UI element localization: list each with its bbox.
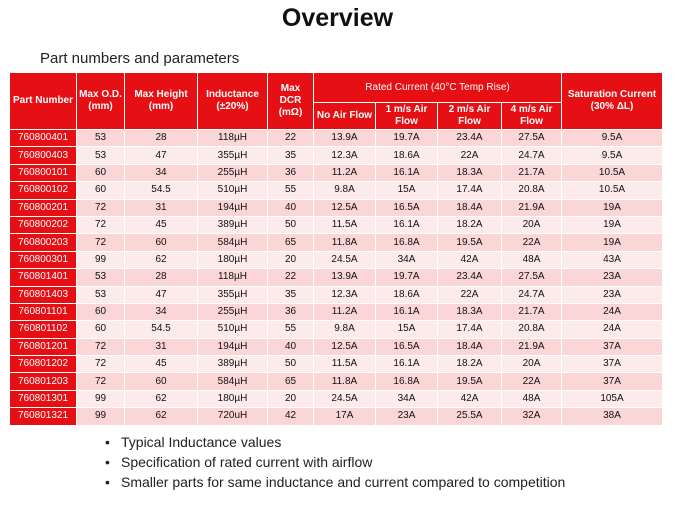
cell-no-air-flow: 11.5A: [314, 356, 376, 373]
cell-inductance: 255µH: [198, 164, 268, 181]
cell-air-flow-2ms: 18.2A: [438, 356, 502, 373]
cell-air-flow-2ms: 22A: [438, 286, 502, 303]
cell-part-number: 760800201: [10, 199, 77, 216]
note-item: • Smaller parts for same inductance and current compared to competition: [105, 474, 566, 490]
cell-max-dcr: 36: [268, 164, 314, 181]
cell-max-dcr: 20: [268, 251, 314, 268]
cell-air-flow-1ms: 18.6A: [376, 147, 438, 164]
header-1ms-air-flow: 1 m/s Air Flow: [376, 103, 438, 130]
cell-max-height: 28: [125, 130, 198, 147]
cell-max-height: 31: [125, 199, 198, 216]
cell-max-dcr: 40: [268, 338, 314, 355]
cell-part-number: 760801201: [10, 338, 77, 355]
cell-max-dcr: 65: [268, 373, 314, 390]
cell-air-flow-4ms: 48A: [502, 251, 562, 268]
cell-inductance: 584µH: [198, 234, 268, 251]
cell-no-air-flow: 11.5A: [314, 216, 376, 233]
cell-no-air-flow: 13.9A: [314, 269, 376, 286]
cell-max-dcr: 35: [268, 286, 314, 303]
cell-air-flow-4ms: 20.8A: [502, 182, 562, 199]
table-row: [10, 269, 663, 286]
cell-inductance: 118µH: [198, 269, 268, 286]
table-row: [10, 182, 663, 199]
cell-max-dcr: 42: [268, 408, 314, 425]
note-item: • Specification of rated current with airflow: [105, 454, 373, 470]
table-row: [10, 408, 663, 425]
table-row: [10, 251, 663, 268]
cell-air-flow-1ms: 16.1A: [376, 164, 438, 181]
cell-max-height: 34: [125, 164, 198, 181]
cell-no-air-flow: 11.2A: [314, 164, 376, 181]
cell-air-flow-1ms: 16.1A: [376, 303, 438, 320]
cell-no-air-flow: 11.2A: [314, 303, 376, 320]
cell-air-flow-4ms: 27.5A: [502, 269, 562, 286]
cell-inductance: 355µH: [198, 147, 268, 164]
cell-part-number: 760801202: [10, 356, 77, 373]
cell-inductance: 194µH: [198, 199, 268, 216]
cell-max-dcr: 55: [268, 182, 314, 199]
cell-max-height: 62: [125, 251, 198, 268]
cell-inductance: 389µH: [198, 356, 268, 373]
cell-air-flow-2ms: 23.4A: [438, 269, 502, 286]
cell-saturation-current: 105A: [562, 390, 663, 407]
cell-max-height: 45: [125, 356, 198, 373]
cell-max-height: 54.5: [125, 182, 198, 199]
cell-air-flow-1ms: 16.5A: [376, 338, 438, 355]
cell-part-number: 760801321: [10, 408, 77, 425]
table-row: [10, 286, 663, 303]
cell-part-number: 760801401: [10, 269, 77, 286]
cell-inductance: 584µH: [198, 373, 268, 390]
cell-no-air-flow: 12.3A: [314, 286, 376, 303]
table-row: [10, 164, 663, 181]
cell-max-dcr: 50: [268, 356, 314, 373]
cell-max-height: 47: [125, 286, 198, 303]
cell-max-height: 28: [125, 269, 198, 286]
cell-max-od: 53: [77, 269, 125, 286]
cell-air-flow-2ms: 22A: [438, 147, 502, 164]
cell-air-flow-2ms: 18.3A: [438, 303, 502, 320]
cell-inductance: 355µH: [198, 286, 268, 303]
cell-air-flow-2ms: 18.4A: [438, 338, 502, 355]
cell-saturation-current: 19A: [562, 199, 663, 216]
note-text: Smaller parts for same inductance and current compared to competition: [121, 474, 566, 490]
cell-max-od: 53: [77, 147, 125, 164]
cell-air-flow-4ms: 20A: [502, 356, 562, 373]
cell-air-flow-4ms: 48A: [502, 390, 562, 407]
table-row: [10, 147, 663, 164]
notes-list: [105, 432, 565, 492]
cell-max-height: 62: [125, 390, 198, 407]
cell-part-number: 760800202: [10, 216, 77, 233]
page-title: Overview: [281, 4, 394, 32]
cell-part-number: 760801101: [10, 303, 77, 320]
cell-air-flow-1ms: 34A: [376, 390, 438, 407]
cell-air-flow-1ms: 16.5A: [376, 199, 438, 216]
cell-air-flow-2ms: 18.4A: [438, 199, 502, 216]
table-body: [10, 130, 663, 426]
cell-no-air-flow: 9.8A: [314, 321, 376, 338]
cell-saturation-current: 19A: [562, 234, 663, 251]
cell-max-od: 72: [77, 373, 125, 390]
cell-max-od: 72: [77, 199, 125, 216]
cell-saturation-current: 37A: [562, 373, 663, 390]
cell-saturation-current: 23A: [562, 286, 663, 303]
cell-saturation-current: 24A: [562, 303, 663, 320]
cell-air-flow-2ms: 19.5A: [438, 373, 502, 390]
table-row: [10, 338, 663, 355]
cell-air-flow-1ms: 19.7A: [376, 130, 438, 147]
cell-saturation-current: 19A: [562, 216, 663, 233]
table-row: [10, 321, 663, 338]
cell-part-number: 760800401: [10, 130, 77, 147]
cell-max-dcr: 50: [268, 216, 314, 233]
cell-no-air-flow: 13.9A: [314, 130, 376, 147]
header-part-number: Part Number: [10, 73, 77, 130]
parameters-table: [9, 72, 663, 426]
cell-air-flow-1ms: 16.1A: [376, 216, 438, 233]
cell-saturation-current: 10.5A: [562, 182, 663, 199]
header-2ms-air-flow: 2 m/s Air Flow: [438, 103, 502, 130]
cell-air-flow-4ms: 21.9A: [502, 199, 562, 216]
cell-inductance: 510µH: [198, 182, 268, 199]
cell-max-dcr: 36: [268, 303, 314, 320]
cell-inductance: 118µH: [198, 130, 268, 147]
note-text: Specification of rated current with airflow: [121, 454, 373, 470]
cell-part-number: 760800301: [10, 251, 77, 268]
cell-part-number: 760801203: [10, 373, 77, 390]
cell-part-number: 760800102: [10, 182, 77, 199]
cell-part-number: 760800203: [10, 234, 77, 251]
cell-max-od: 72: [77, 356, 125, 373]
cell-air-flow-1ms: 16.1A: [376, 356, 438, 373]
cell-air-flow-2ms: 23.4A: [438, 130, 502, 147]
cell-max-dcr: 22: [268, 269, 314, 286]
cell-part-number: 760801102: [10, 321, 77, 338]
cell-max-od: 72: [77, 216, 125, 233]
cell-no-air-flow: 12.5A: [314, 199, 376, 216]
header-4ms-air-flow: 4 m/s Air Flow: [502, 103, 562, 130]
cell-air-flow-2ms: 19.5A: [438, 234, 502, 251]
cell-saturation-current: 23A: [562, 269, 663, 286]
cell-max-od: 60: [77, 182, 125, 199]
cell-inductance: 255µH: [198, 303, 268, 320]
cell-no-air-flow: 11.8A: [314, 373, 376, 390]
cell-no-air-flow: 24.5A: [314, 390, 376, 407]
header-max-height: Max Height (mm): [125, 73, 198, 130]
cell-max-od: 72: [77, 234, 125, 251]
cell-max-dcr: 65: [268, 234, 314, 251]
cell-max-od: 53: [77, 286, 125, 303]
cell-air-flow-2ms: 17.4A: [438, 182, 502, 199]
cell-max-height: 60: [125, 373, 198, 390]
table-row: [10, 199, 663, 216]
cell-air-flow-2ms: 42A: [438, 390, 502, 407]
cell-air-flow-2ms: 42A: [438, 251, 502, 268]
cell-max-od: 60: [77, 164, 125, 181]
cell-no-air-flow: 12.5A: [314, 338, 376, 355]
cell-saturation-current: 9.5A: [562, 147, 663, 164]
cell-air-flow-1ms: 19.7A: [376, 269, 438, 286]
cell-part-number: 760800101: [10, 164, 77, 181]
cell-max-od: 60: [77, 321, 125, 338]
table-row: [10, 303, 663, 320]
cell-no-air-flow: 11.8A: [314, 234, 376, 251]
cell-no-air-flow: 17A: [314, 408, 376, 425]
cell-max-height: 45: [125, 216, 198, 233]
table-row: [10, 390, 663, 407]
cell-max-height: 54.5: [125, 321, 198, 338]
cell-no-air-flow: 24.5A: [314, 251, 376, 268]
cell-inductance: 720uH: [198, 408, 268, 425]
cell-saturation-current: 9.5A: [562, 130, 663, 147]
cell-max-od: 99: [77, 408, 125, 425]
cell-air-flow-1ms: 18.6A: [376, 286, 438, 303]
cell-max-od: 60: [77, 303, 125, 320]
table-row: [10, 216, 663, 233]
cell-inductance: 389µH: [198, 216, 268, 233]
cell-air-flow-2ms: 18.3A: [438, 164, 502, 181]
cell-no-air-flow: 12.3A: [314, 147, 376, 164]
cell-max-dcr: 20: [268, 390, 314, 407]
cell-part-number: 760801403: [10, 286, 77, 303]
cell-air-flow-4ms: 22A: [502, 234, 562, 251]
cell-max-height: 62: [125, 408, 198, 425]
cell-max-dcr: 22: [268, 130, 314, 147]
header-inductance: Inductance (±20%): [198, 73, 268, 130]
cell-air-flow-1ms: 34A: [376, 251, 438, 268]
header-max-dcr: Max DCR (mΩ): [268, 73, 314, 130]
cell-saturation-current: 37A: [562, 338, 663, 355]
cell-inductance: 180µH: [198, 390, 268, 407]
cell-air-flow-1ms: 15A: [376, 321, 438, 338]
cell-air-flow-4ms: 32A: [502, 408, 562, 425]
cell-air-flow-1ms: 16.8A: [376, 373, 438, 390]
cell-inductance: 194µH: [198, 338, 268, 355]
cell-max-dcr: 55: [268, 321, 314, 338]
cell-air-flow-4ms: 21.7A: [502, 303, 562, 320]
cell-max-height: 47: [125, 147, 198, 164]
cell-max-dcr: 40: [268, 199, 314, 216]
cell-no-air-flow: 9.8A: [314, 182, 376, 199]
cell-part-number: 760801301: [10, 390, 77, 407]
cell-air-flow-1ms: 16.8A: [376, 234, 438, 251]
cell-max-height: 34: [125, 303, 198, 320]
cell-air-flow-4ms: 24.7A: [502, 147, 562, 164]
table-row: [10, 130, 663, 147]
header-max-od: Max O.D. (mm): [77, 73, 125, 130]
cell-air-flow-4ms: 27.5A: [502, 130, 562, 147]
note-text: Typical Inductance values: [121, 434, 282, 450]
header-no-air-flow: No Air Flow: [314, 103, 376, 130]
cell-air-flow-1ms: 23A: [376, 408, 438, 425]
cell-saturation-current: 43A: [562, 251, 663, 268]
cell-air-flow-2ms: 17.4A: [438, 321, 502, 338]
cell-saturation-current: 10.5A: [562, 164, 663, 181]
header-saturation-current: Saturation Current (30% ΔL): [562, 73, 663, 130]
cell-air-flow-4ms: 20A: [502, 216, 562, 233]
cell-max-od: 72: [77, 338, 125, 355]
cell-air-flow-4ms: 21.9A: [502, 338, 562, 355]
cell-inductance: 510µH: [198, 321, 268, 338]
cell-air-flow-4ms: 21.7A: [502, 164, 562, 181]
table-row: [10, 356, 663, 373]
cell-part-number: 760800403: [10, 147, 77, 164]
cell-air-flow-4ms: 22A: [502, 373, 562, 390]
page-subtitle: Part numbers and parameters: [40, 50, 240, 67]
cell-max-dcr: 35: [268, 147, 314, 164]
note-item: • Typical Inductance values: [105, 434, 282, 450]
cell-inductance: 180µH: [198, 251, 268, 268]
cell-saturation-current: 37A: [562, 356, 663, 373]
table-row: [10, 234, 663, 251]
cell-air-flow-2ms: 25.5A: [438, 408, 502, 425]
cell-max-height: 31: [125, 338, 198, 355]
cell-max-od: 99: [77, 251, 125, 268]
header-rated-current: Rated Current (40°C Temp Rise): [314, 73, 562, 103]
cell-air-flow-2ms: 18.2A: [438, 216, 502, 233]
cell-air-flow-4ms: 20.8A: [502, 321, 562, 338]
cell-air-flow-1ms: 15A: [376, 182, 438, 199]
table-row: [10, 373, 663, 390]
cell-saturation-current: 38A: [562, 408, 663, 425]
cell-max-od: 99: [77, 390, 125, 407]
cell-max-od: 53: [77, 130, 125, 147]
cell-max-height: 60: [125, 234, 198, 251]
cell-saturation-current: 24A: [562, 321, 663, 338]
cell-air-flow-4ms: 24.7A: [502, 286, 562, 303]
